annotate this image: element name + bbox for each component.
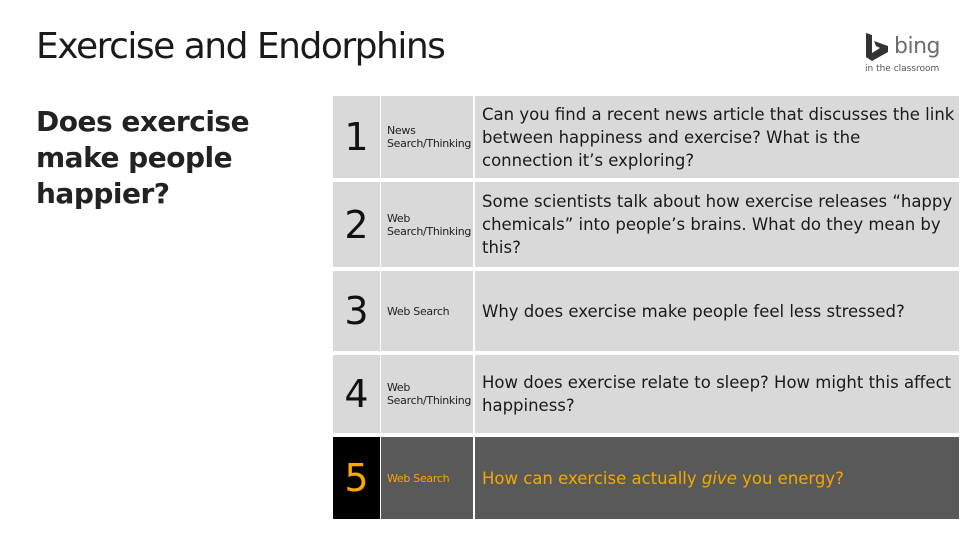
page-title: Exercise and Endorphins [36,26,445,67]
table-row [333,182,959,267]
table-row [333,355,959,433]
bing-wordmark: bing [894,34,940,59]
activity-table [333,96,959,519]
bing-subtitle: in the classroom [865,64,940,74]
row-source: Web Search [381,437,473,519]
table-row [333,271,959,351]
row-source: Web Search/Thinking [381,355,473,433]
row-question: How does exercise relate to sleep? How might this affect happiness? [475,355,959,433]
row-question-part: How can exercise actually [482,468,702,488]
row-number: 5 [333,437,380,519]
row-question: Why does exercise make people feel less stressed? [475,271,959,351]
row-source: News Search/Thinking [381,96,473,178]
row-question-emphasis: give [701,468,737,488]
row-number: 2 [333,182,380,267]
row-source: Web Search [381,271,473,351]
bing-logo [864,32,952,78]
table-row [333,96,959,178]
row-question-part: you energy? [736,468,844,488]
row-number: 4 [333,355,380,433]
row-number: 1 [333,96,380,178]
row-question [475,437,959,519]
bing-logo-icon [864,32,890,62]
main-question: Does exercise make people happier? [36,105,250,210]
row-question: Some scientists talk about how exercise releases “happy chemicals” into people’s brains. What do they mean by this? [475,182,959,267]
row-question: Can you find a recent news article that discusses the link between happiness and exercise? What is the connection it’s exploring? [475,96,959,178]
row-source: Web Search/Thinking [381,182,473,267]
table-row [333,437,959,519]
row-number: 3 [333,271,380,351]
